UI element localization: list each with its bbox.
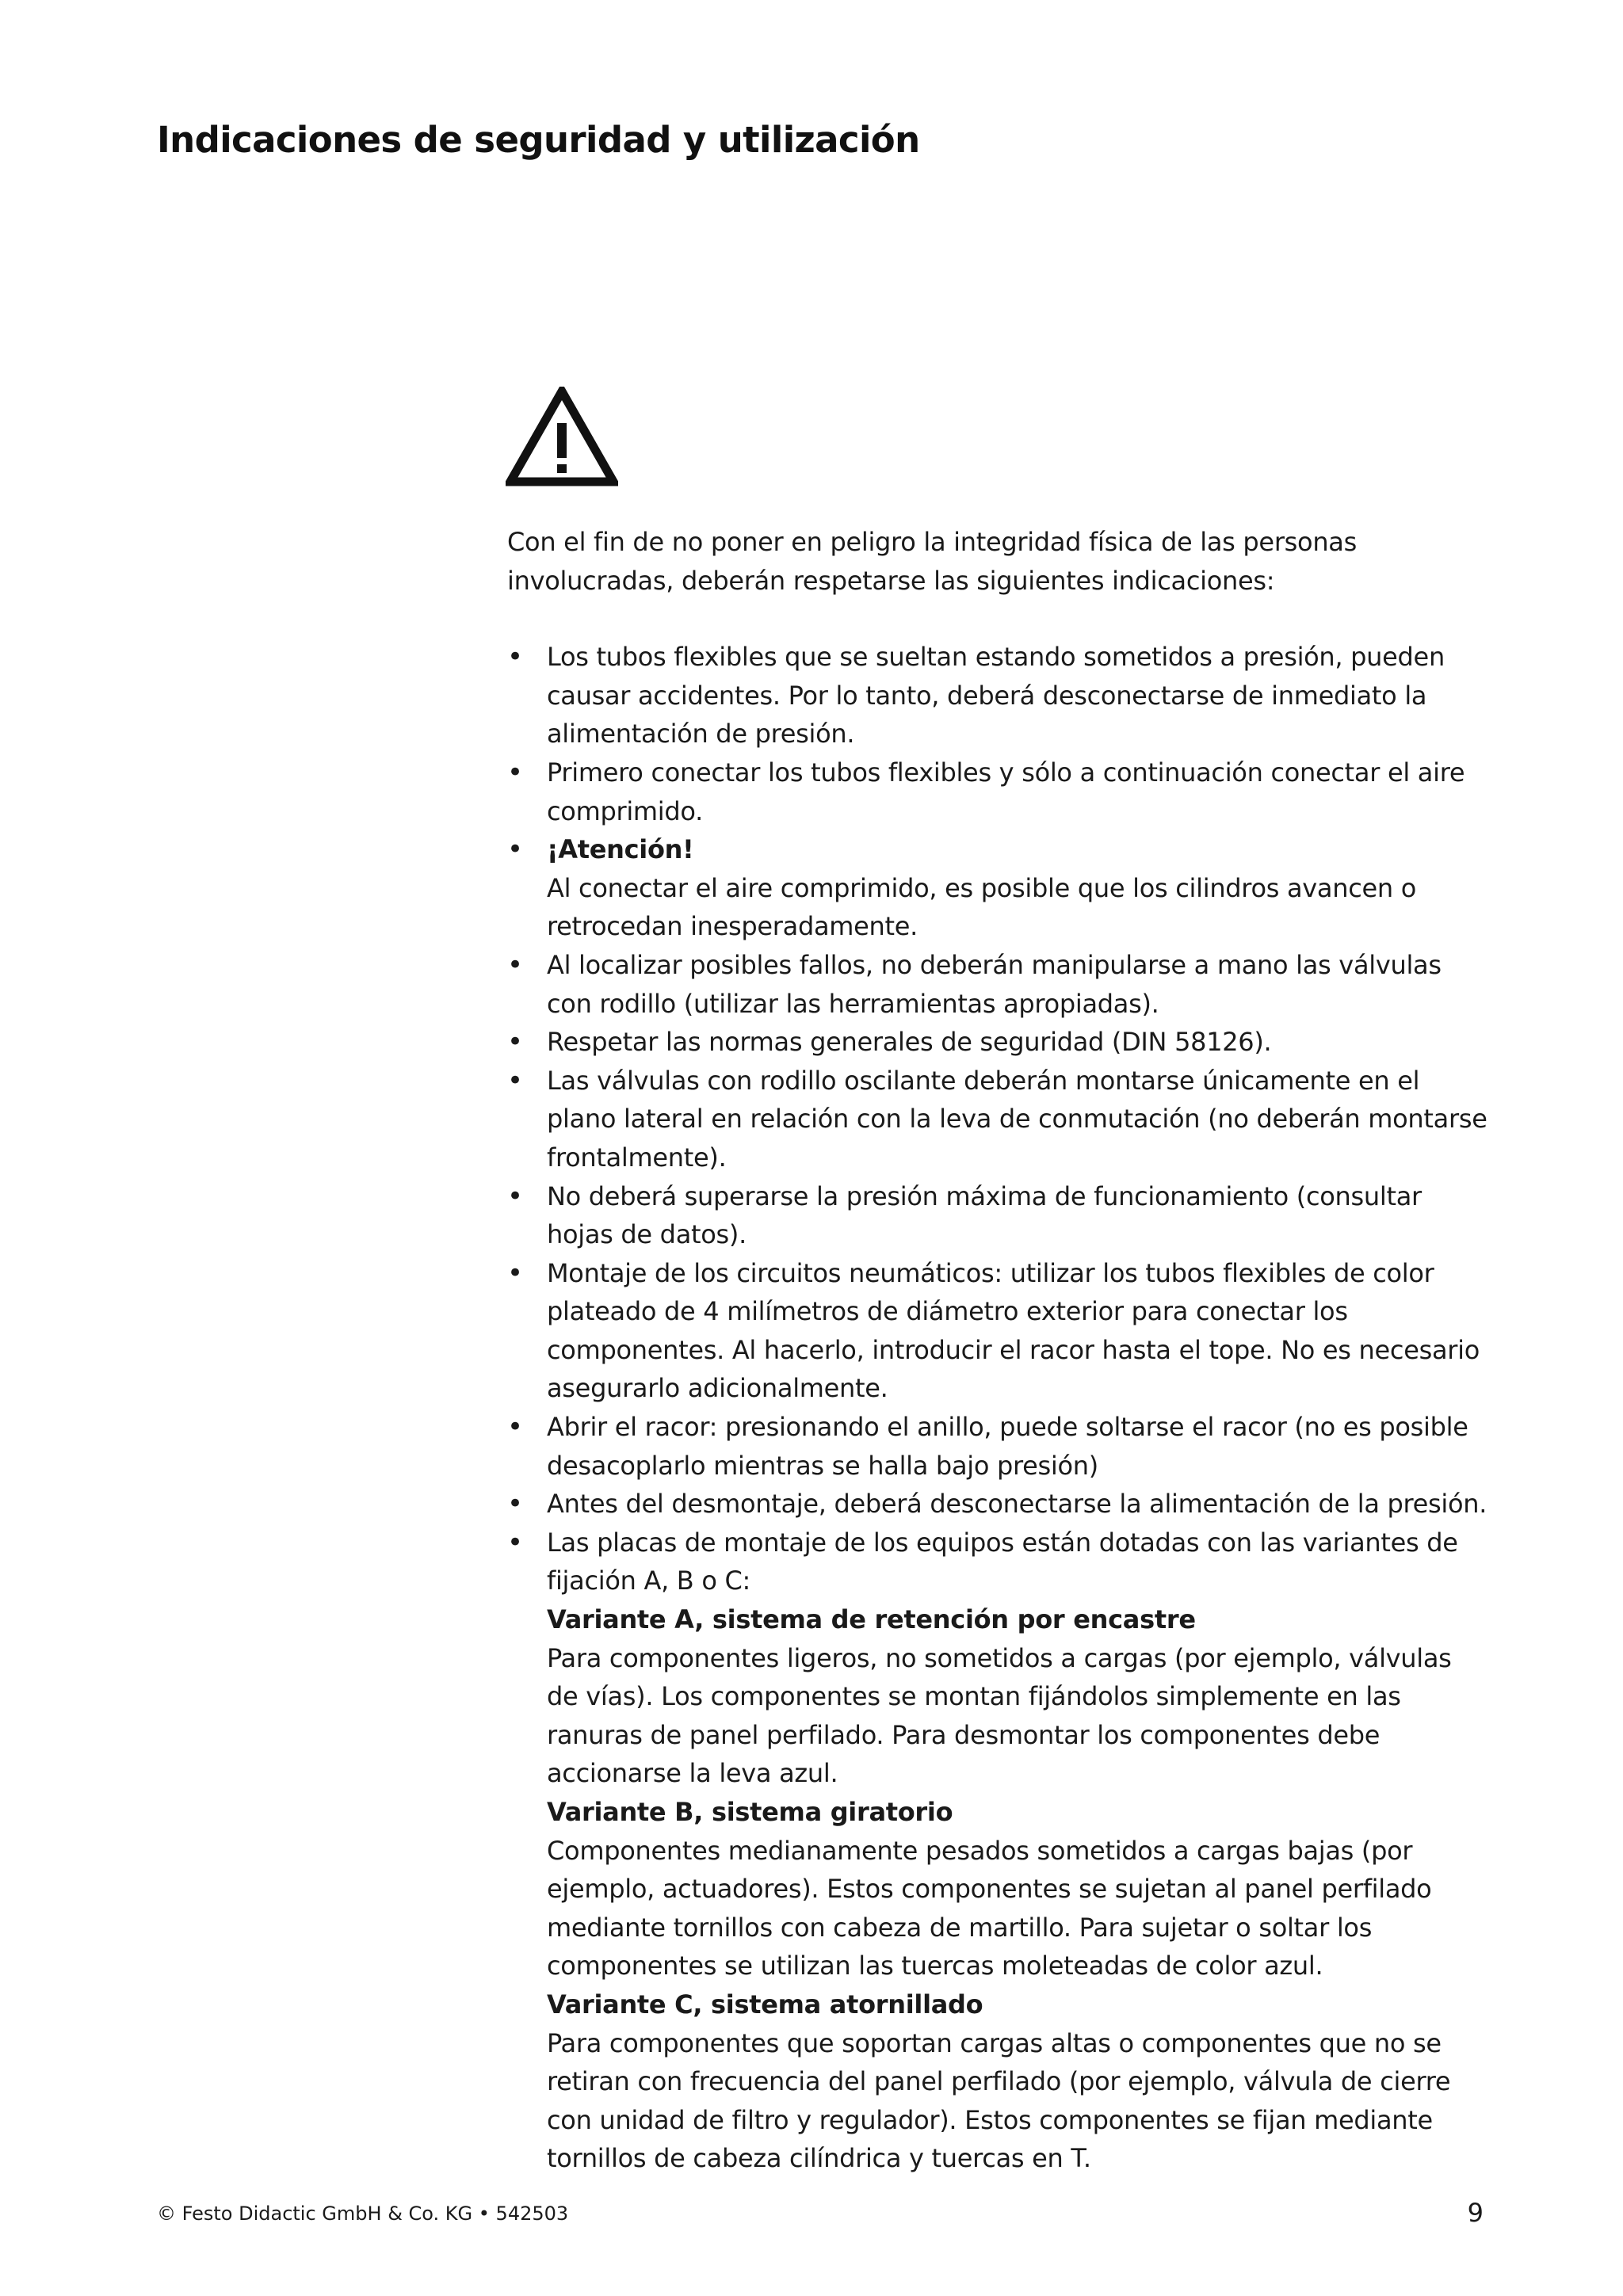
attention-heading: • ¡Atención! bbox=[547, 834, 694, 865]
variant-b-text: Componentes medianamente pesados sometidos a cargas bajas (por ejemplo, actuadores). Estos componentes se sujetan al panel perfilado mediante tornillos con cabeza de martillo. Para sujetar o soltar los componentes se utilizan las tuercas moleteadas de color azul. bbox=[547, 1835, 1432, 1981]
safety-content bbox=[507, 523, 1490, 2178]
footer-copyright: © Festo Didactic GmbH & Co. KG • 542503 bbox=[157, 2203, 569, 2225]
list-item: • Abrir el racor: presionando el anillo, puede soltarse el racor (no es posible desacoplarlo mientras se halla bajo presión) bbox=[507, 1408, 1490, 1485]
warning-triangle-icon bbox=[506, 387, 618, 486]
list-item: • Respetar las normas generales de seguridad (DIN 58126). bbox=[507, 1023, 1490, 1062]
list-item: • Las válvulas con rodillo oscilante deberán montarse únicamente en el plano lateral en relación con la leva de conmutación (no deberán montarse frontalmente). bbox=[507, 1062, 1490, 1177]
list-item: • Primero conectar los tubos flexibles y sólo a continuación conectar el aire comprimido. bbox=[507, 753, 1490, 830]
list-item: • Al localizar posibles fallos, no deberán manipularse a mano las válvulas con rodillo (utilizar las herramientas apropiadas). bbox=[507, 946, 1490, 1023]
list-item: • Antes del desmontaje, deberá desconectarse la alimentación de la presión. bbox=[507, 1485, 1490, 1524]
safety-list bbox=[507, 638, 1490, 2178]
list-item-variants bbox=[507, 1524, 1490, 2178]
list-item-attention bbox=[507, 830, 1490, 946]
attention-text: Al conectar el aire comprimido, es posible que los cilindros avancen o retrocedan inesperadamente. bbox=[547, 872, 1417, 942]
variant-c-heading: Variante C, sistema atornillado bbox=[547, 1989, 983, 2019]
list-item: • Los tubos flexibles que se sueltan estando sometidos a presión, pueden causar accidentes. Por lo tanto, deberá desconectarse de inmediato la alimentación de presión. bbox=[507, 638, 1490, 753]
list-item: • No deberá superarse la presión máxima de funcionamiento (consultar hojas de datos). bbox=[507, 1177, 1490, 1254]
variant-a-heading: Variante A, sistema de retención por encastre bbox=[547, 1604, 1196, 1635]
list-item: • Montaje de los circuitos neumáticos: utilizar los tubos flexibles de color plateado de 4 milímetros de diámetro exterior para conectar los componentes. Al hacerlo, introducir el racor hasta el tope. No es necesario asegurarlo adicionalmente. bbox=[507, 1254, 1490, 1408]
page-title: Indicaciones de seguridad y utilización bbox=[157, 119, 920, 161]
variant-b-heading: Variante B, sistema giratorio bbox=[547, 1797, 953, 1827]
page-number: 9 bbox=[1467, 2198, 1484, 2228]
variant-c-text: Para componentes que soportan cargas altas o componentes que no se retiran con frecuencia del panel perfilado (por ejemplo, válvula de cierre con unidad de filtro y regulador). Estos componentes se fijan mediante tornillos de cabeza cilíndrica y tuercas en T. bbox=[547, 2027, 1451, 2174]
variant-a-text: Para componentes ligeros, no sometidos a cargas (por ejemplo, válvulas de vías). Los componentes se montan fijándolos simplemente en las ranuras de panel perfilado. Para desmontar los componentes debe accionarse la leva azul. bbox=[547, 1642, 1452, 1789]
intro-paragraph: Con el fin de no poner en peligro la integridad física de las personas involucradas, deberán respetarse las siguientes indicaciones: bbox=[507, 527, 1357, 596]
variants-intro: • Las placas de montaje de los equipos están dotadas con las variantes de fijación A, B o C: bbox=[547, 1527, 1458, 1596]
